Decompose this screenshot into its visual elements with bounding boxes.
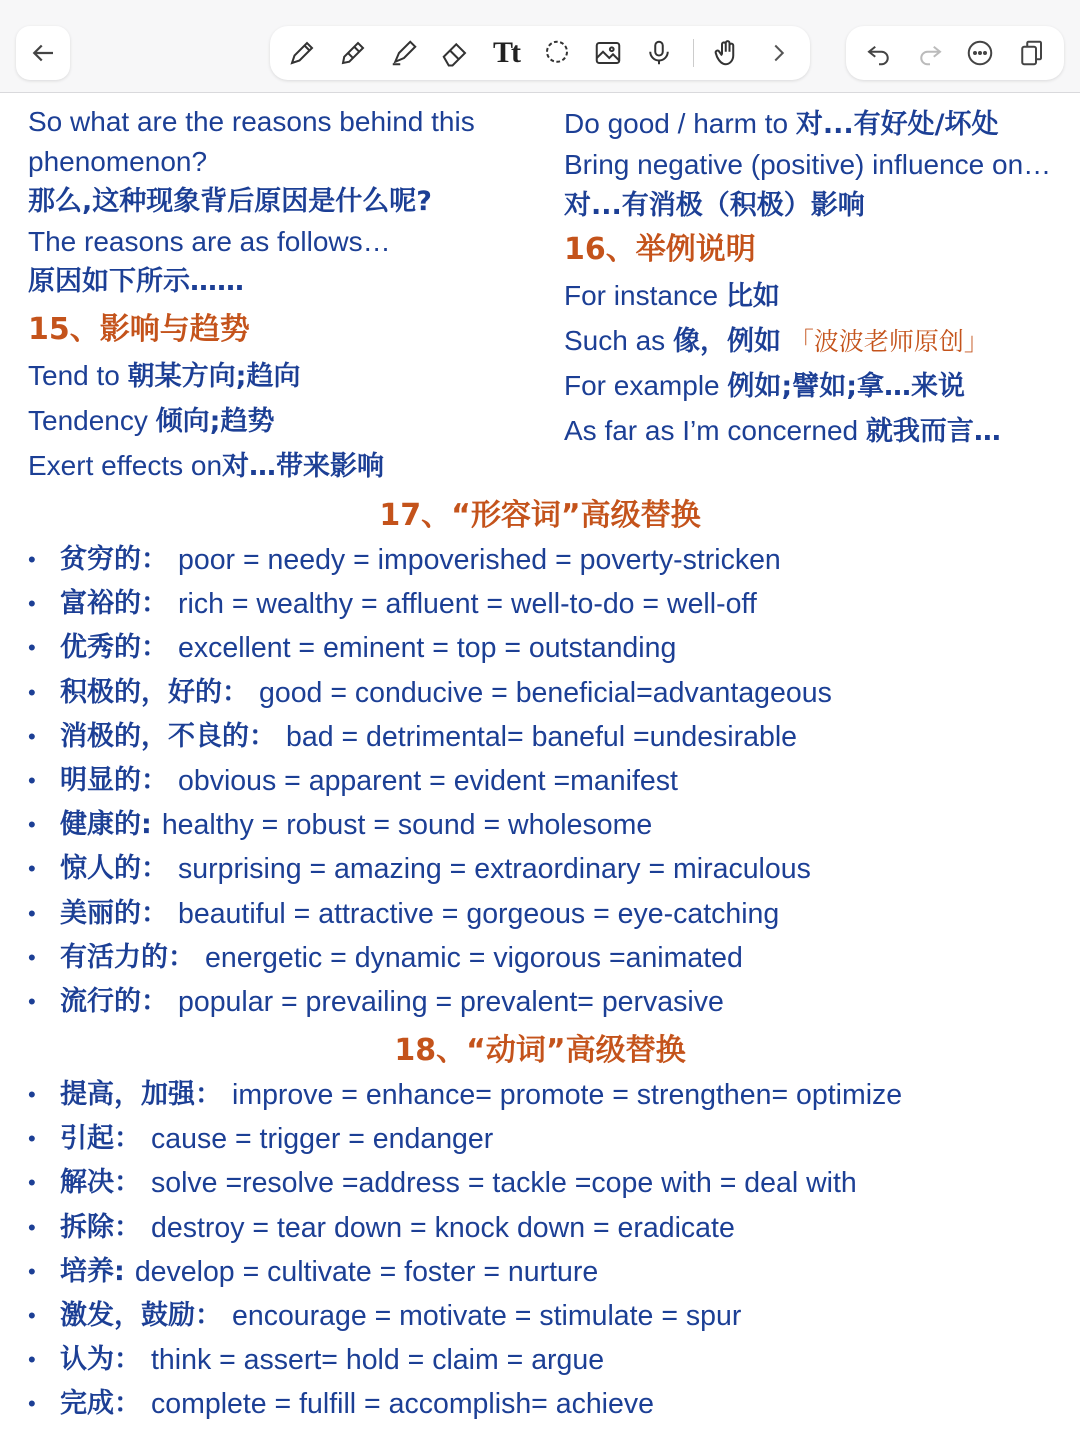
term: 拆除： xyxy=(60,1211,141,1243)
list-item xyxy=(28,1161,1068,1205)
left-column xyxy=(28,102,548,489)
phrase-en: For instance xyxy=(564,280,726,311)
phrase-row xyxy=(564,274,1064,319)
bullet: • xyxy=(28,1126,36,1152)
page-actions xyxy=(846,26,1064,80)
more-icon[interactable] xyxy=(962,35,998,71)
list-item xyxy=(28,671,1068,715)
author-note: 「波波老师原创」 xyxy=(780,327,989,356)
synonyms: destroy = tear down = knock down = eradicate xyxy=(151,1211,735,1244)
term: 解决： xyxy=(60,1167,141,1199)
list-item xyxy=(28,582,1068,626)
section-15-heading: 15、影响与趋势 xyxy=(28,312,250,347)
phrase-en: As far as I’m concerned xyxy=(564,415,866,446)
term: 贫穷的： xyxy=(60,544,168,575)
phrase-en: Such as xyxy=(564,325,673,356)
microphone-icon[interactable] xyxy=(642,35,677,71)
synonyms: bad = detrimental= baneful =undesirable xyxy=(286,720,797,753)
bullet: • xyxy=(28,1391,36,1417)
term: 提高，加强： xyxy=(60,1079,222,1110)
synonyms: rich = wealthy = affluent = well-to-do = well-off xyxy=(178,588,757,621)
list-item xyxy=(28,1250,1068,1294)
list-item xyxy=(28,847,1068,891)
pages-icon[interactable] xyxy=(1013,35,1049,71)
term: 惊人的： xyxy=(60,853,168,885)
question-en: So what are the reasons behind this phenomenon? xyxy=(28,106,475,177)
term: 认为： xyxy=(60,1344,141,1376)
term: 消极的，不良的： xyxy=(60,720,276,752)
phrase-row xyxy=(564,145,1064,226)
reasons-zh: 原因如下所示…… xyxy=(28,266,244,297)
chevron-right-icon[interactable] xyxy=(761,35,796,71)
bullet: • xyxy=(28,767,36,793)
synonyms: cause = trigger = endanger xyxy=(151,1123,494,1156)
list-item xyxy=(28,892,1068,936)
verb-list xyxy=(28,1073,1068,1427)
phrase-zh: 比如 xyxy=(725,281,780,312)
lasso-icon[interactable] xyxy=(540,35,575,71)
synonyms: complete = fulfill = accomplish= achieve xyxy=(151,1388,654,1421)
list-item xyxy=(28,1073,1068,1117)
list-item xyxy=(28,626,1068,670)
bullet: • xyxy=(28,1347,36,1373)
synonyms: develop = cultivate = foster = nurture xyxy=(134,1255,599,1288)
list-item xyxy=(28,1294,1068,1338)
synonyms: think = assert= hold = claim = argue xyxy=(151,1344,605,1377)
phrase-en: Tendency xyxy=(28,405,156,436)
term: 完成： xyxy=(60,1388,141,1420)
synonyms: good = conducive = beneficial=advantageous xyxy=(259,676,832,709)
bullet: • xyxy=(28,988,36,1014)
term: 培养: xyxy=(60,1255,125,1287)
bullet: • xyxy=(28,635,36,661)
phrase-zh: 对…带来影响 xyxy=(222,451,385,482)
bullet: • xyxy=(28,812,36,838)
phrase-zh: 朝某方向;趋向 xyxy=(127,361,301,392)
list-item xyxy=(28,1117,1068,1161)
term: 富裕的： xyxy=(60,588,168,620)
phrase-row xyxy=(564,104,1064,145)
list-item xyxy=(28,538,1068,582)
undo-icon[interactable] xyxy=(861,35,897,71)
adjective-list xyxy=(28,538,1068,1024)
synonyms: improve = enhance= promote = strengthen= optimize xyxy=(232,1079,903,1111)
back-button[interactable] xyxy=(16,26,70,80)
phrase-zh: 对...有好处/坏处 xyxy=(795,109,999,140)
bullet: • xyxy=(28,856,36,882)
synonyms: obvious = apparent = evident =manifest xyxy=(178,764,678,797)
bullet: • xyxy=(28,1170,36,1196)
bullet: • xyxy=(28,900,36,926)
term: 健康的: xyxy=(60,809,152,841)
question-zh: 那么,这种现象背后原因是什么呢? xyxy=(28,186,432,217)
bullet: • xyxy=(28,944,36,970)
hand-pointer-icon[interactable] xyxy=(710,35,745,71)
term: 优秀的： xyxy=(60,632,168,664)
phrase-row xyxy=(564,319,1064,364)
bullet: • xyxy=(28,1302,36,1328)
section-17-heading: 17、“形容词”高级替换 xyxy=(379,498,701,533)
list-item xyxy=(28,803,1068,847)
redo-icon[interactable] xyxy=(912,35,948,71)
synonyms: poor = needy = impoverished = poverty-stricken xyxy=(178,544,781,576)
bullet: • xyxy=(28,1214,36,1240)
pen-icon[interactable] xyxy=(284,35,319,71)
phrase-en: Bring negative (positive) influence on… xyxy=(564,149,1052,180)
synonyms: popular = prevailing = prevalent= pervasive xyxy=(178,985,724,1018)
pencil-icon[interactable] xyxy=(335,35,370,71)
synonyms: healthy = robust = sound = wholesome xyxy=(161,809,653,842)
phrase-zh: 就我而言… xyxy=(865,416,1001,447)
term: 美丽的： xyxy=(60,897,168,929)
synonyms: surprising = amazing = extraordinary = miraculous xyxy=(178,853,811,886)
list-item xyxy=(28,759,1068,803)
term: 引起： xyxy=(60,1123,141,1155)
bullet: • xyxy=(28,723,36,749)
bullet: • xyxy=(28,679,36,705)
toolbar-divider xyxy=(693,39,694,67)
phrase-zh: 对...有消极（积极）影响 xyxy=(564,190,865,221)
term: 明显的： xyxy=(60,764,168,796)
drawing-tools xyxy=(270,26,810,80)
text-icon[interactable]: Tt xyxy=(492,36,519,69)
image-icon[interactable] xyxy=(591,35,626,71)
phrase-row xyxy=(564,409,1064,454)
phrase-row xyxy=(28,354,548,399)
list-item xyxy=(28,936,1068,980)
note-page[interactable] xyxy=(0,92,1080,1440)
phrase-row xyxy=(28,444,548,489)
phrase-zh: 像，例如 xyxy=(672,326,781,357)
list-item xyxy=(28,1206,1068,1250)
right-column xyxy=(564,104,1064,454)
phrase-en: Exert effects on xyxy=(28,450,223,481)
phrase-row xyxy=(28,399,548,444)
phrase-zh: 倾向;趋势 xyxy=(155,406,275,437)
term: 有活力的： xyxy=(60,941,195,973)
phrase-en: For example xyxy=(564,370,728,401)
arrow-left-icon xyxy=(25,35,61,71)
phrase-zh: 例如;譬如;拿…来说 xyxy=(727,371,966,402)
bullet: • xyxy=(28,1258,36,1284)
synonyms: solve =resolve =address = tackle =cope with = deal with xyxy=(151,1167,857,1200)
section-16-heading: 16、举例说明 xyxy=(564,232,756,267)
phrase-row xyxy=(564,364,1064,409)
synonyms: encourage = motivate = stimulate = spur xyxy=(232,1299,742,1332)
bullet: • xyxy=(28,1082,36,1107)
synonyms: excellent = eminent = top = outstanding xyxy=(178,632,677,665)
highlighter-icon[interactable] xyxy=(386,35,421,71)
phrase-en: Tend to xyxy=(28,360,128,391)
list-item xyxy=(28,715,1068,759)
phrase-en: Do good / harm to xyxy=(564,108,796,139)
list-item xyxy=(28,1338,1068,1382)
reasons-en: The reasons are as follows… xyxy=(28,226,391,257)
term: 激发，鼓励： xyxy=(60,1299,222,1331)
eraser-icon[interactable] xyxy=(437,35,472,71)
bullet: • xyxy=(28,591,36,617)
list-item xyxy=(28,980,1068,1024)
list-item xyxy=(28,1382,1068,1426)
term: 流行的： xyxy=(60,985,168,1017)
section-18-heading: 18、“动词”高级替换 xyxy=(394,1033,686,1068)
bullet: • xyxy=(28,547,36,572)
term: 积极的，好的： xyxy=(60,676,249,708)
synonyms: energetic = dynamic = vigorous =animated xyxy=(205,941,743,974)
synonyms: beautiful = attractive = gorgeous = eye-catching xyxy=(178,897,780,930)
toolbar xyxy=(0,0,1080,93)
